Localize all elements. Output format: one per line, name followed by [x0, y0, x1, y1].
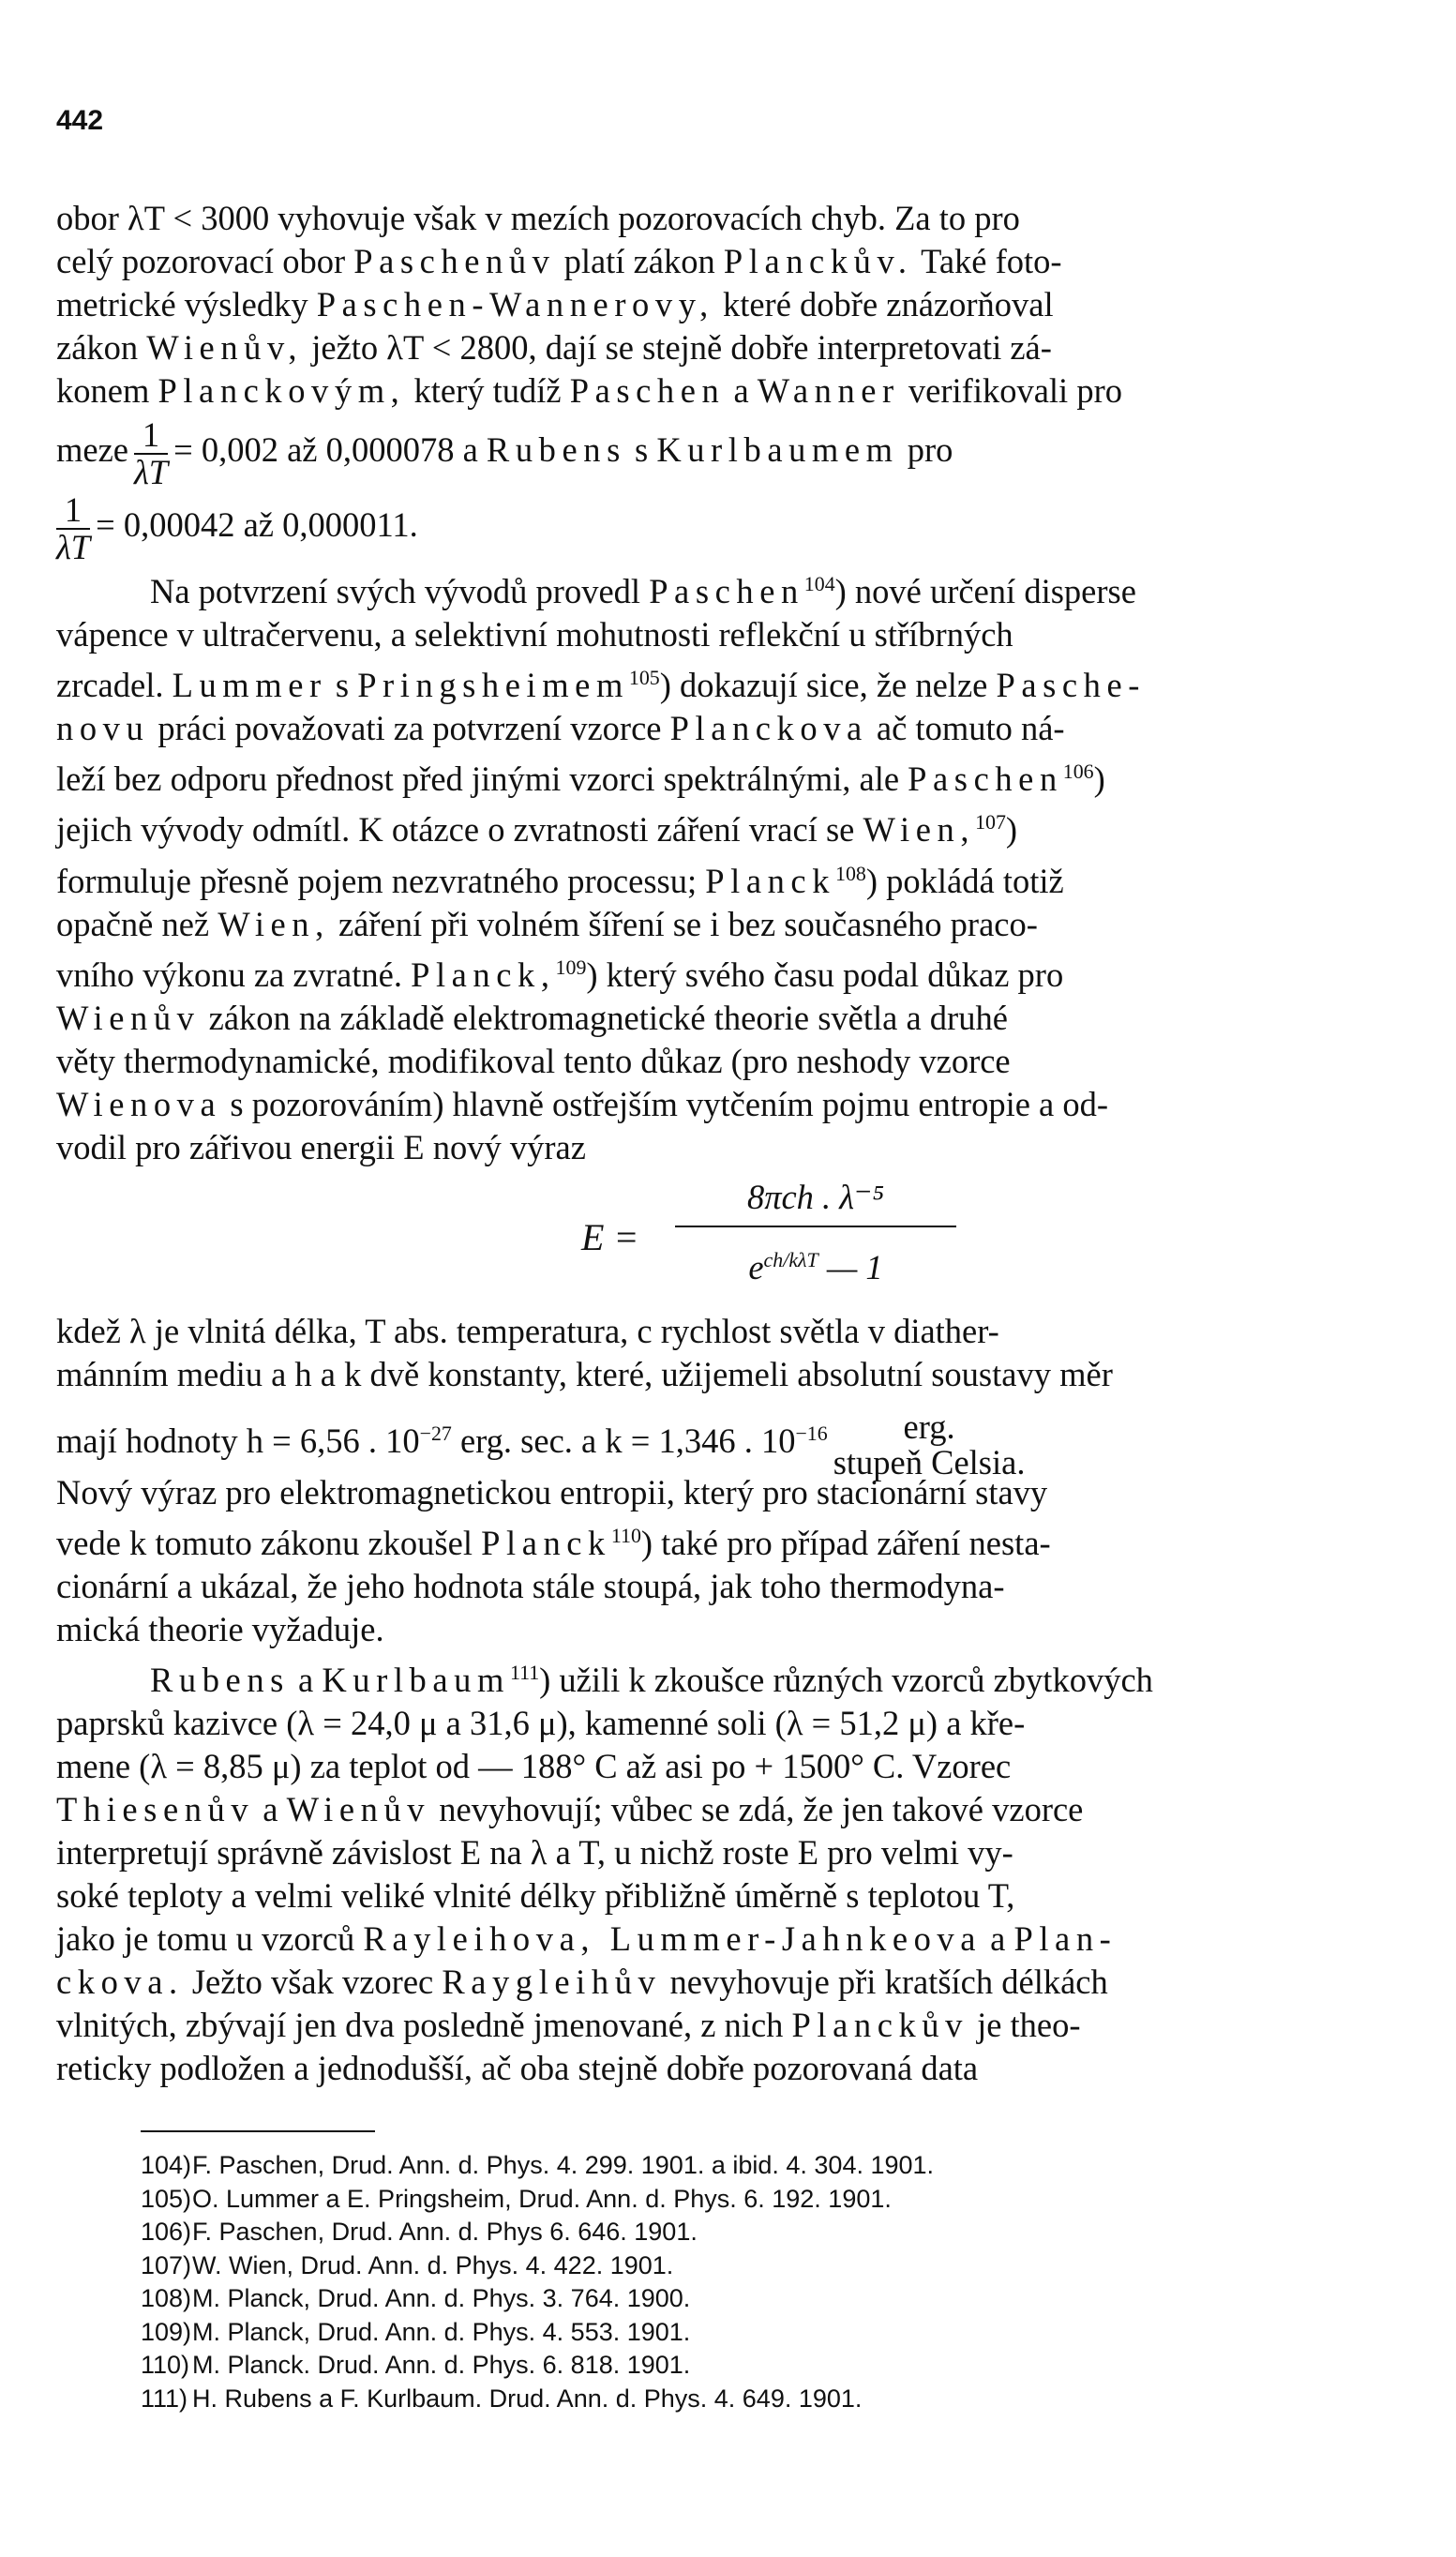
text-line: jejich vývody odmítl. K otázce o zvratnosti záření vrací se Wien,$^{107}$): [56, 810, 1018, 850]
text-line: mene (λ = 8,85 μ) za teplot od — 188° C až asi po + 1500° C. Vzorec: [56, 1747, 1012, 1786]
text-line: interpretují správně závislost E na λ a T, u nichž roste E pro velmi vy-: [56, 1833, 1013, 1873]
formula-planck: E = 8πch . λ⁻⁵ $e^{ch/k\lambda T}$ — 1: [56, 1169, 1406, 1310]
text-line: celý pozorovací obor Paschenův platí zákon Planckův. Také foto-: [56, 242, 1062, 280]
footnote: 110) M. Planck. Drud. Ann. d. Phys. 6. 818. 1901.: [141, 2351, 691, 2379]
text-line: $\frac{1}{\lambda T}$ = 0,00042 až 0,000011.: [56, 489, 418, 566]
footnote: 108)M. Planck, Drud. Ann. d. Phys. 3. 764. 1900.: [141, 2284, 691, 2312]
text-line: kdež λ je vlnitá délka, T abs. temperatura, c rychlost světla v diather-: [56, 1311, 999, 1350]
text-line: zrcadel. Lummer s Pringsheimem$^{105}$) dokazují sice, že nelze Pasche-: [56, 666, 1146, 705]
text-line: formuluje přesně pojem nezvratného processu; Planck$^{108}$) pokládá totiž: [56, 861, 1064, 900]
footnotes: [141, 2149, 1359, 2415]
text-line: mická theorie vyžaduje.: [56, 1610, 384, 1649]
text-line: Rubens a Kurlbaum$^{111}$) užili k zkoušce různých vzorců zbytkových: [150, 1661, 1153, 1700]
text-line: věty thermodynamické, modifikoval tento důkaz (pro neshody vzorce: [56, 1041, 1011, 1080]
text-line: jako je tomu u vzorců Rayleihova, Lummer-Jahnkeova a Plan-: [56, 1919, 1118, 1959]
fraction: $\frac{1}{\lambda T}$: [134, 414, 169, 491]
footnote-rule: [141, 2130, 375, 2132]
text-line: Wienův zákon na základě elektromagnetické theorie světla a druhé: [56, 998, 1008, 1037]
text-line: meze $\frac{1}{\lambda T}$ = 0,002 až 0,000078 a Rubens s Kurlbaumem pro: [56, 414, 953, 491]
text-line: zákon Wienův, ježto λT < 2800, dají se stejně dobře interpretovati zá-: [56, 328, 1052, 367]
text-line: Na potvrzení svých vývodů provedl Paschen$^{104}$) nové určení disperse: [150, 572, 1136, 611]
text-line: vního výkonu za zvratné. Planck,$^{109}$) který svého času podal důkaz pro: [56, 955, 1064, 994]
text-line: Nový výraz pro elektromagnetickou entropii, který pro stacionární stavy: [56, 1472, 1048, 1512]
text-line: metrické výsledky Paschen-Wannerovy, které dobře znázorňoval: [56, 285, 1054, 323]
fraction: $\frac{1}{\lambda T}$: [56, 489, 91, 566]
text-line: novu práci považovati za potvrzení vzorce Planckova ač tomuto ná-: [56, 709, 1065, 748]
text-line: mánním mediu a h a k dvě konstanty, které, užijemeli absolutní soustavy měr: [56, 1354, 1113, 1393]
text-line: ckova. Ježto však vzorec Raygleihův nevyhovuje při kratších délkách: [56, 1963, 1108, 2002]
text-line: obor λT < 3000 vyhovuje však v mezích pozorovacích chyb. Za to pro: [56, 199, 1020, 237]
footnote: 104)F. Paschen, Drud. Ann. d. Phys. 4. 299. 1901. a ibid. 4. 304. 1901.: [141, 2151, 935, 2179]
footnote: 107)W. Wien, Drud. Ann. d. Phys. 4. 422. 1901.: [141, 2250, 674, 2279]
text-line: vede k tomuto zákonu zkoušel Planck$^{110}$) také pro případ záření nesta-: [56, 1523, 1051, 1563]
text-line: reticky podložen a jednodušší, ač oba stejně dobře pozorovaná data: [56, 2049, 979, 2088]
text-line: konem Planckovým, který tudíž Paschen a Wanner verifikovali pro: [56, 371, 1122, 410]
text-line: Thiesenův a Wienův nevyhovují; vůbec se zdá, že jen takové vzorce: [56, 1790, 1084, 1829]
text-line: vlnitých, zbývají jen dva posledně jmenované, z nich Planckův je theo-: [56, 2006, 1081, 2045]
text-line: leží bez odporu přednost před jinými vzorci spektrálnými, ale Paschen$^{106}$): [56, 760, 1105, 799]
footnote: 105)O. Lummer a E. Pringsheim, Drud. Ann. d. Phys. 6. 192. 1901.: [141, 2184, 892, 2213]
footnote: 109)M. Planck, Drud. Ann. d. Phys. 4. 553. 1901.: [141, 2317, 691, 2346]
unit-fraction: erg. stupeň Celsia.: [833, 1406, 1026, 1482]
footnote: 111) H. Rubens a F. Kurlbaum. Drud. Ann. d. Phys. 4. 649. 1901.: [141, 2384, 863, 2413]
page-number: 442: [56, 105, 104, 136]
footnote: 106)F. Paschen, Drud. Ann. d. Phys 6. 646. 1901.: [141, 2218, 698, 2246]
text-line: vápence v ultračervenu, a selektivní mohutnosti reflekční u stříbrných: [56, 615, 1013, 654]
text-line: opačně než Wien, záření při volném šíření se i bez současného praco-: [56, 904, 1038, 943]
text-line: mají hodnoty h = 6,56 . $10^{-27}$ erg. sec. a k = 1,346 . $10^{-16}$ erg. stupeň Celsia.: [56, 1406, 1026, 1482]
body-text: [56, 197, 1406, 2090]
text-line: Wienova s pozorováním) hlavně ostřejším vytčením pojmu entropie a od-: [56, 1084, 1109, 1123]
text-line: cionární a ukázal, že jeho hodnota stále stoupá, jak toho thermodyna-: [56, 1567, 1005, 1606]
text-line: paprsků kazivce (λ = 24,0 μ a 31,6 μ), kamenné soli (λ = 51,2 μ) a kře-: [56, 1704, 1026, 1743]
text-line: vodil pro zářivou energii E nový výraz: [56, 1127, 586, 1166]
text-line: soké teploty a velmi veliké vlnité délky přibližně úměrně s teplotou T,: [56, 1876, 1015, 1916]
